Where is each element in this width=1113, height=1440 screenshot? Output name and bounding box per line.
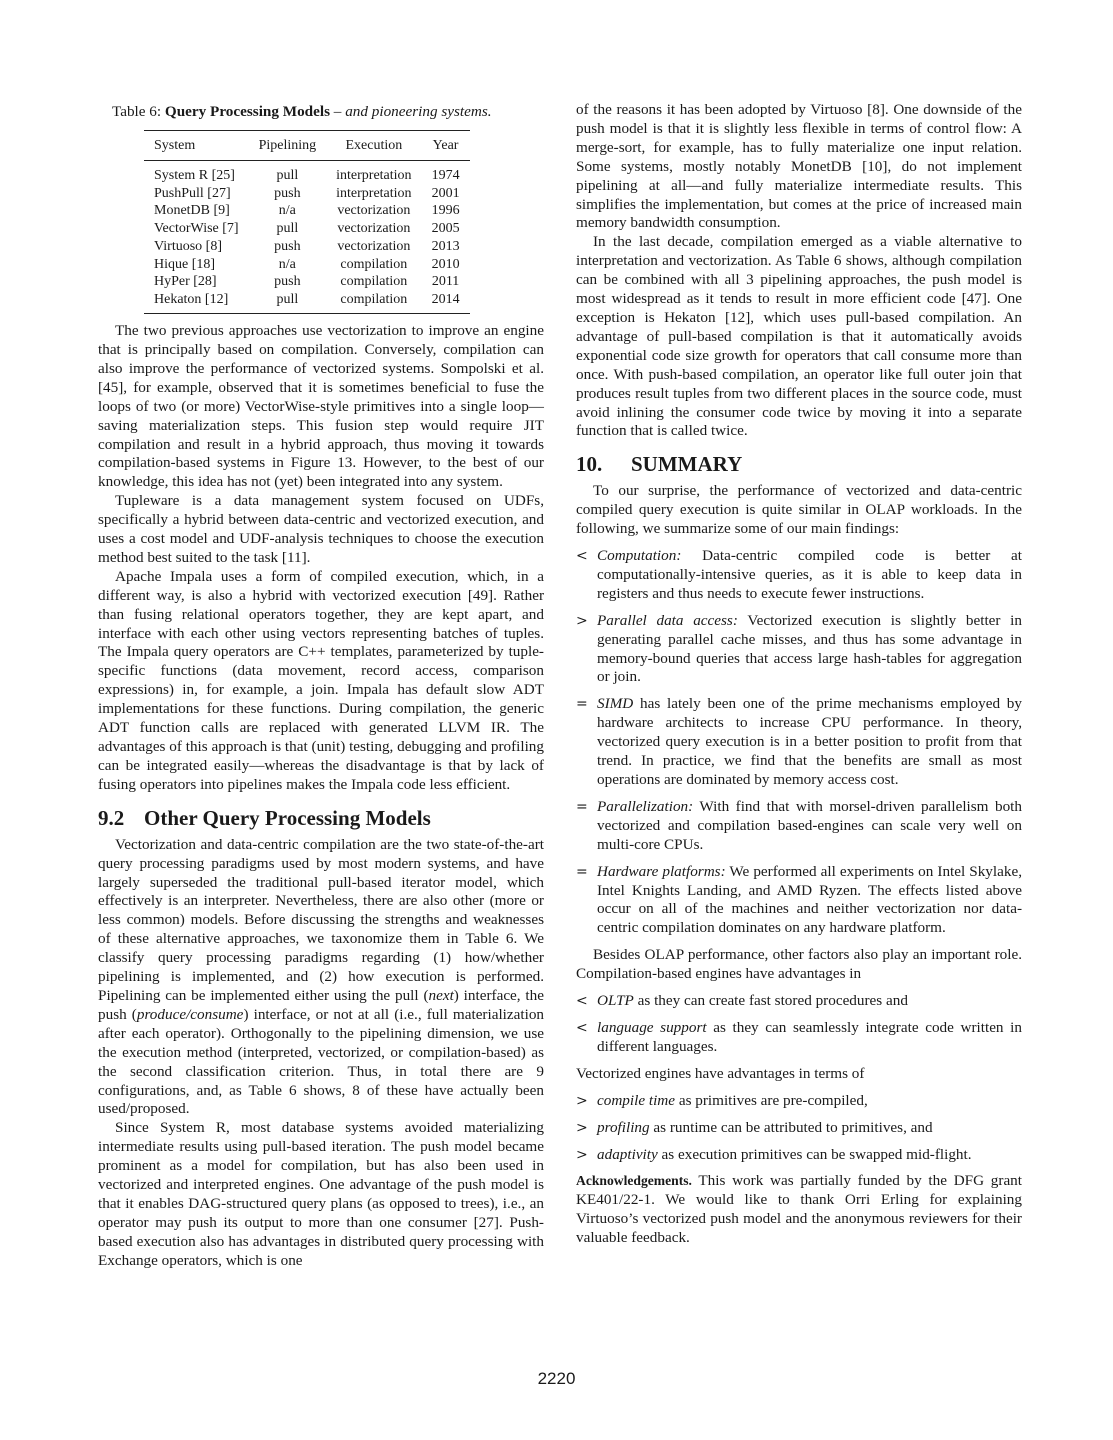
table-row: Virtuoso [8] push vectorization 2013	[154, 238, 460, 254]
table-6	[144, 130, 470, 314]
paragraph: The two previous approaches use vectorization to improve an engine that is principally based on compilation. Conversely, compilation can also improve the performance of vectorized systems. Sompolski et al. [45], for example, observed that it is sometimes beneficial to fuse the loops of two (or more) VectorWise-style primitives into a single loop—saving materialization steps. This fusion step would require JIT compilation and result in a hybrid approach, thus moving it towards compilation-based systems in Figure 13. However, to the best of our knowledge, this idea has not (yet) been integrated into any system.	[98, 322, 544, 491]
paragraph: Vectorization and data-centric compilation are the two state-of-the-art query processing paradigms used by most modern systems, and have largely superseded the traditional pull-based iterator model, which effectively is an interpreter. Nevertheless, there are also other (more or less common) models. Before discussing the strengths and weaknesses of these alternative approaches, we taxonomize them in Table 6. We classify query processing paradigms regarding (1) how/whether pipelining is implemented, and (2) how execution is performed. Pipelining can be implemented either using the pull (next) interface, the push (produce/consume) interface, or not at all (i.e., full materialization after each operator). Orthogonally to the pipelining dimension, we use the execution method (interpreted, vectorized, or compilation-based) as the second classification criterion. Thus, in total there are 9 configurations, and, as Table 6 shows, 8 of these have actually been used/proposed.	[98, 835, 545, 1118]
list-item: > Parallel data access: Vectorized execution is slightly better in generating parallel cache misses, and thus has some advantage in memory-bound queries that access large hash-tables for aggregation or join.	[576, 611, 1022, 686]
right-column	[576, 101, 1022, 1248]
list-item: > adaptivity as execution primitives can be swapped mid-flight.	[576, 1145, 972, 1163]
list-item: = Parallelization: With find that with morsel-driven parallelism both vectorized and compilation based-engines can scale very well on multi-core CPUs.	[576, 797, 1022, 853]
acknowledgements: Acknowledgements. This work was partially funded by the DFG grant KE401/22-1. We would like to thank Orri Erling for explaining Virtuoso’s vectorized push model and the anonymous reviewers for their valuable feedback.	[576, 1172, 1022, 1247]
list-item: = Hardware platforms: We performed all experiments on Intel Skylake, Intel Knights Landing, and AMD Ryzen. The effects listed above occur on all of the machines and neither vectorization nor data-centric compilation dominates on any hardware platform.	[576, 862, 1022, 937]
paragraph: In the last decade, compilation emerged as a viable alternative to interpretation and vectorization. As Table 6 shows, although compilation can be combined with all 3 pipelining approaches, the push model is most widespread as it tends to result in more efficient code [47]. One exception is Hekaton [12], which uses pull-based compilation. An advantage of pull-based compilation is that it automatically avoids exponential code size growth for operators that call consume more than once. With push-based compilation, an operator like full outer join that produces result tuples from two different places in the source code, must avoid inlining the consumer code twice by moving it into a separate function that is called twice.	[576, 233, 1022, 440]
list-item: < language support as they can seamlessly integrate code written in different languages.	[576, 1018, 1022, 1055]
table-row: MonetDB [9] n/a vectorization 1996	[154, 203, 460, 219]
list-item: > profiling as runtime can be attributed to primitives, and	[576, 1118, 933, 1136]
list-item: > compile time as primitives are pre-compiled,	[576, 1091, 868, 1109]
table-row: Hekaton [12] pull compilation 2014	[144, 291, 470, 313]
equals-marker: =	[576, 798, 588, 815]
paragraph: Since System R, most database systems avoided materializing intermediate results using pull-based iteration. The push model became prominent as a model for compilation, but has also been used in vectorized and interpreted engines. One advantage of the push model is that it enables DAG-structured query plans (as opposed to trees), i.e., an operator may push its output to more than one consumer [27]. Push-based execution also has advantages in distributed query processing with Exchange operators, which is one	[98, 1119, 544, 1269]
col-header-execution: Execution	[326, 130, 421, 160]
equals-marker: =	[576, 696, 588, 713]
paragraph: Vectorized engines have advantages in terms of	[576, 1064, 865, 1082]
table-row: VectorWise [7] pull vectorization 2005	[154, 221, 460, 237]
compilation-advantages-list	[576, 992, 1022, 1057]
section-heading-9-2: 9.2 Other Query Processing Models	[98, 805, 431, 830]
page-number: 2220	[537, 1369, 576, 1388]
equals-marker: =	[576, 863, 588, 880]
paragraph: To our surprise, the performance of vectorized and data-centric compiled query execution is quite similar in OLAP workloads. In the following, we summarize some of our main findings:	[576, 482, 1022, 538]
col-header-system: System	[144, 130, 249, 160]
table-row: Hique [18] n/a compilation 2010	[154, 256, 460, 272]
table-row: HyPer [28] push compilation 2011	[154, 274, 460, 290]
table-row: PushPull [27] push interpretation 2001	[154, 185, 460, 201]
list-item: < Computation: Data-centric compiled code is better at computationally-intensive queries, as it is able to keep data in registers and thus needs to execute fewer instructions.	[576, 547, 1022, 602]
greater-than-marker: >	[576, 1146, 588, 1163]
paragraph: Apache Impala uses a form of compiled execution, which, in a different way, is also a hybrid with vectorized execution [49]. Rather than fusing relational operators together, they are kept apart, and interface with each other using vectors representing batches of tuples. The Impala query operators are C++ templates, parameterized by tuple-specific functions (data movement, record access, comparison expressions) in, for example, a join. Impala has default slow ADT implementations for these functions. During compilation, the generic ADT function calls are replaced with generated LLVM IR. The advantages of this approach is that (unit) testing, debugging and profiling can be integrated easily—whereas the disadvantage is that by lack of fusing operators into pipelines makes the Impala code less efficient.	[98, 567, 544, 793]
paragraph: of the reasons it has been adopted by Virtuoso [8]. One downside of the push model is that it is slightly less flexible in terms of control flow: A merge-sort, for example, has to fully materialize one input relation. Some systems, mostly notably MonetDB [10], do not implement pipelining at all—and fully materialize intermediate results. This simplifies the implementation, but comes at the price of increased main memory bandwidth consumption.	[576, 101, 1022, 232]
col-header-year: Year	[422, 130, 470, 160]
greater-than-marker: >	[576, 1119, 588, 1136]
section-heading-summary: 10. SUMMARY	[576, 452, 743, 477]
paragraph: Tupleware is a data management system focused on UDFs, specifically a hybrid between data-centric and vectorized execution, and uses a cost model and UDF-analysis techniques to choose the execution method best suited to the task [11].	[98, 492, 544, 566]
greater-than-marker: >	[576, 612, 588, 629]
left-column	[98, 103, 544, 1271]
vectorized-advantages-list	[576, 1092, 1022, 1165]
table-header-row	[144, 130, 470, 160]
paragraph: Besides OLAP performance, other factors also play an important role. Compilation-based engines have advantages in	[576, 946, 1022, 983]
findings-list	[576, 547, 1022, 938]
greater-than-marker: >	[576, 1092, 588, 1109]
list-item: < OLTP as they can create fast stored procedures and	[576, 992, 908, 1010]
table-row: System R [25] pull interpretation 1974	[154, 167, 460, 183]
less-than-marker: <	[576, 1019, 588, 1036]
less-than-marker: <	[576, 548, 588, 565]
col-header-pipelining: Pipelining	[249, 130, 327, 160]
table-6-caption: Table 6: Query Processing Models – and pioneering systems.	[112, 103, 492, 120]
list-item: = SIMD has lately been one of the prime mechanisms employed by hardware architects to increase CPU performance. In theory, vectorized query execution is in a better position to profit from that trend. In practice, we find that the benefits are small as most operations are dominated by memory access cost.	[576, 695, 1022, 788]
less-than-marker: <	[576, 993, 588, 1010]
